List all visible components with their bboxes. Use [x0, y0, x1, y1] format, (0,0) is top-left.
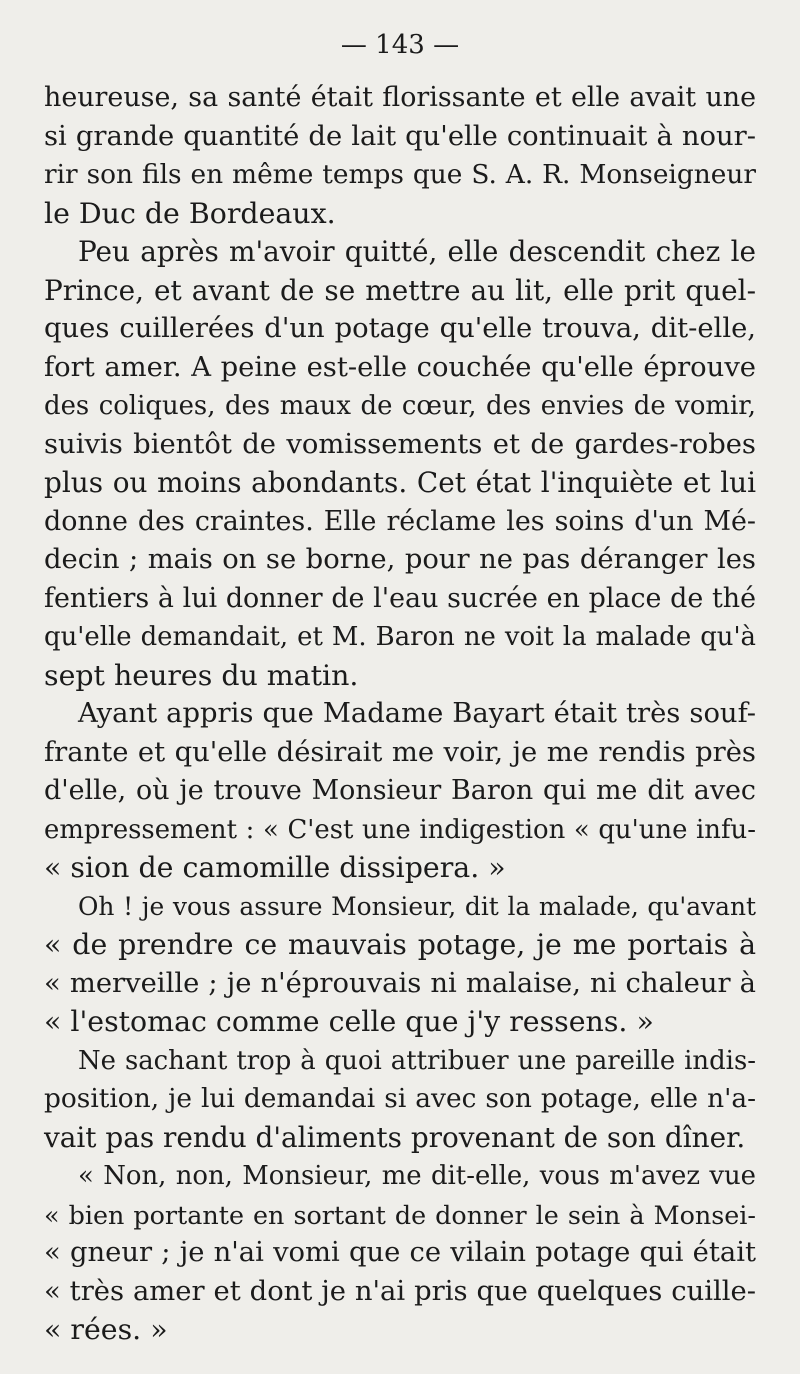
text-line: heureuse, sa santé était florissante et elle avait une	[44, 82, 756, 113]
paragraph	[44, 1157, 756, 1350]
text-line: decin ; mais on se borne, pour ne pas déranger les	[44, 544, 756, 575]
text-line: suivis bientôt de vomissements et de gardes-robes	[44, 428, 756, 460]
body-text	[44, 79, 756, 1350]
text-line: le Duc de Bordeaux.	[44, 196, 336, 230]
text-line: donne des craintes. Elle réclame les soins d'un Mé-	[44, 505, 756, 537]
text-line: sept heures du matin.	[44, 658, 359, 692]
text-line: fort amer. A peine est-elle couchée qu'elle éprouve	[44, 351, 756, 383]
text-line: empressement : « C'est une indigestion « qu'une infu-	[44, 814, 756, 845]
text-line: ques cuillerées d'un potage qu'elle trouva, dit-elle,	[44, 313, 756, 344]
text-line: d'elle, où je trouve Monsieur Baron qui me dit avec	[44, 775, 756, 806]
text-line: frante et qu'elle désirait me voir, je me rendis près	[44, 736, 756, 768]
paragraph	[44, 1042, 756, 1158]
paragraph	[44, 79, 756, 233]
text-line: « l'estomac comme celle que j'y ressens. »	[44, 1005, 654, 1038]
text-line: Prince, et avant de se mettre au lit, elle prit quel-	[44, 273, 756, 307]
text-line: vait pas rendu d'aliments provenant de son dîner.	[44, 1120, 746, 1154]
text-line: rir son fils en même temps que S. A. R. Monseigneur	[44, 159, 756, 190]
text-line: qu'elle demandait, et M. Baron ne voit la malade qu'à	[44, 622, 756, 652]
text-line: « de prendre ce mauvais potage, je me portais à	[44, 928, 756, 961]
text-line: « sion de camomille dissipera. »	[44, 851, 506, 884]
text-line: Peu après m'avoir quitté, elle descendit chez le	[78, 235, 756, 268]
paragraph	[44, 233, 756, 695]
text-line: Ne sachant trop à quoi attribuer une pareille indis-	[78, 1045, 756, 1076]
text-line: « très amer et dont je n'ai pris que quelques cuille-	[44, 1275, 756, 1307]
text-line: plus ou moins abondants. Cet état l'inquiète et lui	[44, 466, 756, 499]
text-line: position, je lui demandai si avec son potage, elle n'a-	[44, 1083, 756, 1114]
text-line: fentiers à lui donner de l'eau sucrée en place de thé	[44, 582, 756, 614]
paragraph	[44, 888, 756, 1042]
paragraph	[44, 695, 756, 888]
text-line: « merveille ; je n'éprouvais ni malaise, ni chaleur à	[44, 967, 756, 999]
text-line: « rées. »	[44, 1313, 168, 1346]
text-line: des coliques, des maux de cœur, des envies de vomir,	[44, 391, 756, 421]
text-line: Oh ! je vous assure Monsieur, dit la malade, qu'avant	[78, 891, 756, 921]
text-line: « bien portante en sortant de donner le sein à Monsei-	[44, 1199, 756, 1230]
page-number: — 143 —	[340, 30, 460, 60]
text-line: si grande quantité de lait qu'elle continuait à nour-	[44, 120, 756, 152]
text-line: Ayant appris que Madame Bayart était très souf-	[78, 698, 756, 729]
text-line: « Non, non, Monsieur, me dit-elle, vous m'avez vue	[78, 1161, 756, 1191]
text-line: « gneur ; je n'ai vomi que ce vilain potage qui était	[44, 1237, 756, 1268]
